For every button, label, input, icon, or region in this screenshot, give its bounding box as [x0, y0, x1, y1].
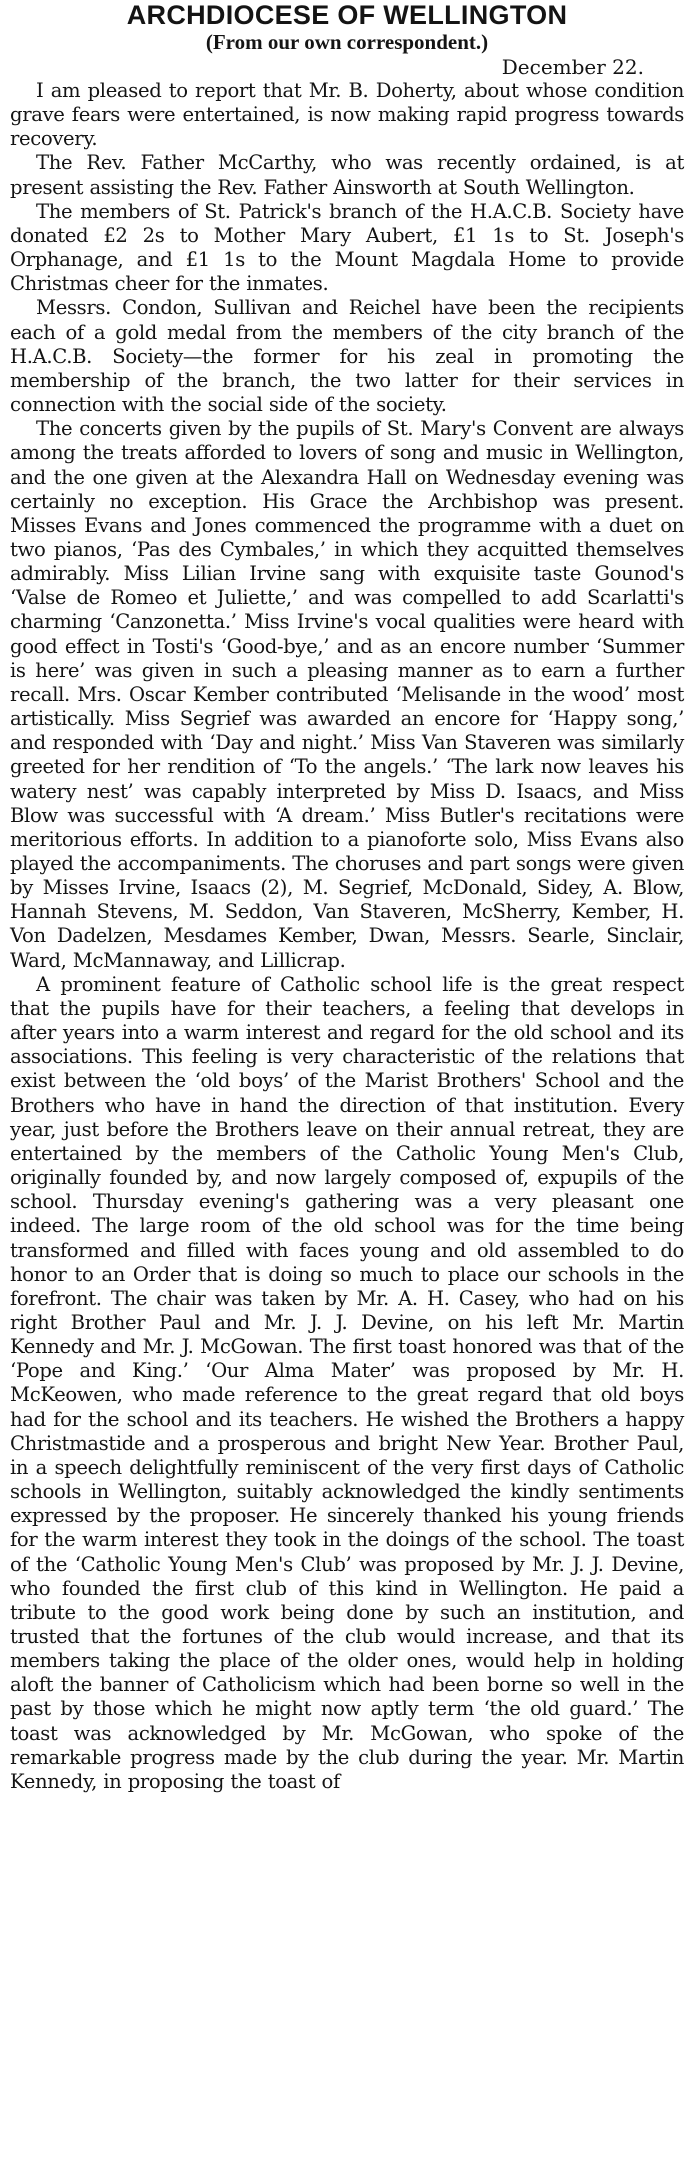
article-body — [10, 79, 684, 1794]
paragraph-gold-medals: Messrs. Condon, Sullivan and Reichel have been the recipients each of a gold medal from the members of the city branch of the H.A.C.B. Society—the former for his zeal in promoting the membership of the branch, the two latter for their services in connection with the social side of the society. — [10, 296, 684, 417]
paragraph-hacb-donations: The members of St. Patrick's branch of the H.A.C.B. Society have donated £2 2s to Mother Mary Aubert, £1 1s to St. Joseph's Orphanage, and £1 1s to the Mount Magdala Home to provide Christmas cheer for the inmates. — [10, 199, 684, 296]
article-headline: ARCHDIOCESE OF WELLINGTON — [126, 0, 568, 30]
paragraph-old-boys-gathering: A prominent feature of Catholic school life is the great respect that the pupils have for their teachers, a feeling that develops in after years into a warm interest and regard for the old school and its associations. This feeling is very characteristic of the relations that exist between the ‘old boys’ of the Marist Brothers' School and the Brothers who have in hand the direction of that institution. Every year, just before the Brothers leave on their annual retreat, they are entertained by the members of the Catholic Young Men's Club, originally founded by, and now largely composed of, expupils of the school. Thursday evening's gathering was a very pleasant one indeed. The large room of the old school was for the time being transformed and filled with faces young and old assembled to do honor to an Order that is doing so much to place our schools in the forefront. The chair was taken by Mr. A. H. Casey, who had on his right Brother Paul and Mr. J. J. Devine, on his left Mr. Martin Kennedy and Mr. J. McGowan. The first toast honored was that of the ‘Pope and King.’ ‘Our Alma Mater’ was proposed by Mr. H. McKeowen, who made reference to the great regard that old boys had for the school and its teachers. He wished the Brothers a happy Christmastide and a prosperous and bright New Year. Brother Paul, in a speech delightfully reminiscent of the very first days of Catholic schools in Wellington, suitably acknowledged the kindly sentiments expressed by the proposer. He sincerely thanked his young friends for the warm interest they took in the doings of the school. The toast of the ‘Catholic Young Men's Club’ was proposed by Mr. J. J. Devine, who founded the first club of this kind in Wellington. He paid a tribute to the good work being done by such an institution, and trusted that the fortunes of the club would increase, and that its members taking the place of the older ones, would help in holding aloft the banner of Catholicism which had been borne so well in the past by those which he might now aptly term ‘the old guard.’ The toast was acknowledged by Mr. McGowan, who spoke of the remarkable progress made by the club during the year. Mr. Martin Kennedy, in proposing the toast of — [10, 972, 684, 1793]
paragraph-doherty-recovery: I am pleased to report that Mr. B. Doherty, about whose condition grave fears were entertained, is now making rapid progress towards recovery. — [10, 79, 684, 151]
article-byline: (From our own correspondent.) — [205, 30, 489, 54]
article-dateline: December 22. — [501, 55, 644, 79]
paragraph-convent-concert: The concerts given by the pupils of St. Mary's Convent are always among the treats afforded to lovers of song and music in Wellington, and the one given at the Alexandra Hall on Wednesday evening was certainly no exception. His Grace the Archbishop was present. Misses Evans and Jones commenced the programme with a duet on two pianos, ‘Pas des Cymbales,’ in which they acquitted themselves admirably. Miss Lilian Irvine sang with exquisite taste Gounod's ‘Valse de Romeo et Juliette,’ and was compelled to add Scarlatti's charming ‘Canzonetta.’ Miss Irvine's vocal qualities were heard with good effect in Tosti's ‘Good-bye,’ and as an encore number ‘Summer is here’ was given in such a pleasing manner as to earn a further recall. Mrs. Oscar Kember contributed ‘Melisande in the wood’ most artistically. Miss Segrief was awarded an encore for ‘Happy song,’ and responded with ‘Day and night.’ Miss Van Staveren was similarly greeted for her rendition of ‘To the angels.’ ‘The lark now leaves his watery nest’ was capably interpreted by Miss D. Isaacs, and Miss Blow was successful with ‘A dream.’ Miss Butler's recitations were meritorious efforts. In addition to a pianoforte solo, Miss Evans also played the accompaniments. The choruses and part songs were given by Misses Irvine, Isaacs (2), M. Segrief, McDonald, Sidey, A. Blow, Hannah Stevens, M. Seddon, Van Staveren, McSherry, Kember, H. Von Dadelzen, Mesdames Kember, Dwan, Messrs. Searle, Sinclair, Ward, McMannaway, and Lillicrap. — [10, 417, 684, 972]
paragraph-father-mccarthy: The Rev. Father McCarthy, who was recently ordained, is at present assisting the Rev. Father Ainsworth at South Wellington. — [10, 151, 684, 199]
